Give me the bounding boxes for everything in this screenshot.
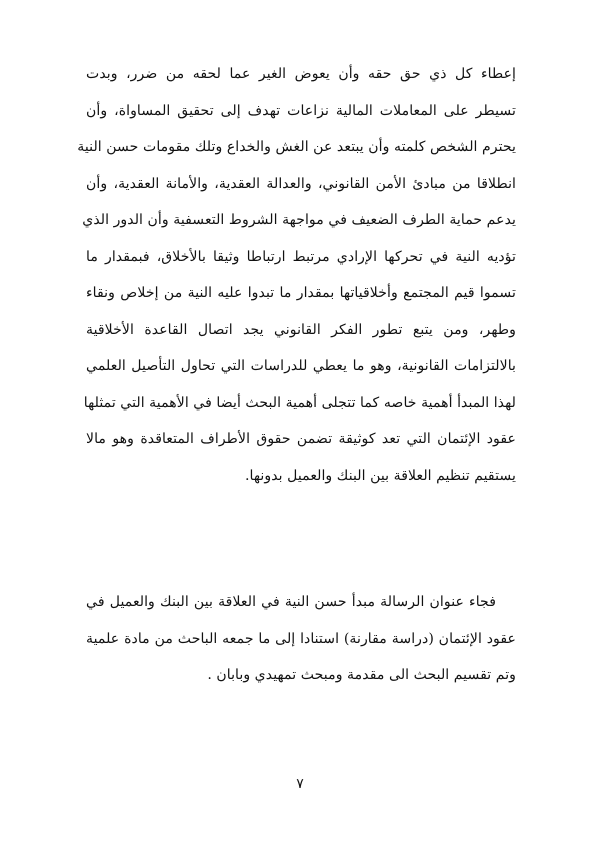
paragraph-line: بالالتزامات القانونية، وهو ما يعطي للدراسات التي تحاول التأصيل العلمي xyxy=(86,358,516,374)
paragraph-line: عقود الإئتمان التي تعد كوثيقة تضمن حقوق الأطراف المتعاقدة وهو مالا xyxy=(86,431,516,447)
paragraph-line: تؤديه النية في تحركها الإرادي مرتبط ارتباطا وثيقا بالأخلاق، فبمقدار ما xyxy=(86,248,516,265)
paragraph-line: يدعم حماية الطرف الضعيف في مواجهة الشروط التعسفية وأن الدور الذي xyxy=(82,212,516,228)
paragraph-line: إعطاء كل ذي حق حقه وأن يعوض الغير عما لحقه من ضرر، وبدت xyxy=(86,66,516,82)
page-number: ٧ xyxy=(296,776,304,792)
paragraph-2 xyxy=(86,584,516,694)
paragraph-line: عقود الإئتمان (دراسة مقارنة) استنادا إلى ما جمعه الباحث من مادة علمية xyxy=(86,630,516,647)
paragraph-line: تسموا قيم المجتمع وأخلاقياتها بمقدار ما تبدوا عليه النية من إخلاص ونقاء xyxy=(86,285,516,301)
paragraph-line: وطهر، ومن يتبع تطور الفكر القانوني يجد اتصال القاعدة الأخلاقية xyxy=(86,321,516,338)
paragraph-line: فجاء عنوان الرسالة مبدأ حسن النية في العلاقة بين البنك والعميل في xyxy=(86,594,496,610)
paragraph-line: تسيطر على المعاملات المالية نزاعات تهدف إلى تحقيق المساواة، وأن xyxy=(86,102,516,119)
paragraph-line: يستقيم تنظيم العلاقة بين البنك والعميل بدونها. xyxy=(245,467,516,484)
paragraph-line: لهذا المبدأ أهمية خاصه كما تتجلى أهمية البحث أيضا في الأهمية التي تمثلها xyxy=(83,394,516,411)
paragraph-line: يحترم الشخص كلمته وأن يبتعد عن الغش والخداع وتلك مقومات حسن النية xyxy=(77,139,516,155)
paragraph-1 xyxy=(77,56,516,494)
paragraph-line: وتم تقسيم البحث الى مقدمة ومبحث تمهيدي وبابان . xyxy=(207,667,516,683)
paragraph-line: انطلاقا من مبادئ الأمن القانوني، والعدالة العقدية، والأمانة العقدية، وأن xyxy=(86,175,516,192)
